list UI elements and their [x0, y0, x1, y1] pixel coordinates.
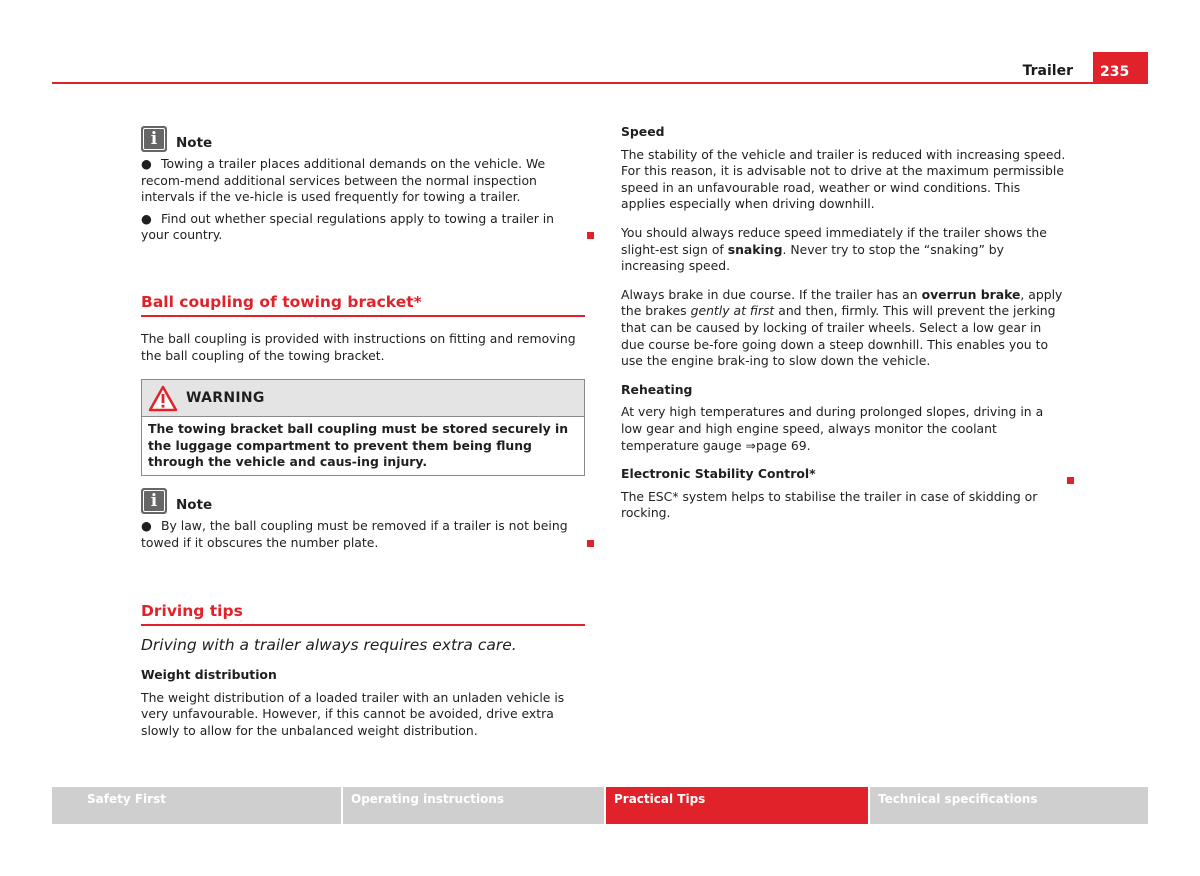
info-icon: i [141, 126, 167, 152]
warning-header [142, 380, 584, 417]
body-text: At very high temperatures and during prolonged slopes, driving in a low gear and high engine speed, always monitor the coolant temperature gauge ⇒page 69. [621, 404, 1044, 453]
chapter-title: Trailer [1022, 63, 1073, 79]
note-label: Note [176, 135, 213, 151]
body-text: The ball coupling is provided with instructions on fitting and removing the ball coupling of the towing bracket. [141, 331, 576, 363]
subheading: Weight distribution [141, 667, 277, 682]
note-label: Note [176, 497, 213, 513]
body-text: The weight distribution of a loaded trailer with an unladen vehicle is very unfavourable. However, if this cannot be avoided, drive extra slowly to allow for the unbalanced weight distribution. [141, 689, 565, 738]
section-ball-coupling [141, 292, 585, 364]
note-header [141, 486, 585, 514]
note-item: ● By law, the ball coupling must be removed if a trailer is not being towed if it obscures the number plate. [141, 518, 568, 550]
note-item: ● Find out whether special regulations apply to towing a trailer in your country. [141, 210, 555, 243]
warning-label: WARNING [186, 389, 265, 406]
footer-tab-practical-tips[interactable]: Practical Tips [606, 787, 868, 824]
warning-triangle-icon [148, 385, 178, 412]
section-end-icon [1067, 477, 1074, 484]
section-title: Ball coupling of towing bracket* [141, 292, 585, 317]
body-text: The ESC* system helps to stabilise the trailer in case of skidding or rocking. [621, 488, 1038, 521]
section-driving-tips [141, 601, 585, 739]
note-item: ● Towing a trailer places additional demands on the vehicle. We recom-mend additional services between the normal inspection intervals if the ve-hicle is used frequently for towing a trailer. [141, 156, 546, 205]
note-block-1 [141, 124, 585, 244]
note-header [141, 124, 585, 152]
lead-text: Driving with a trailer always requires extra care. [141, 636, 517, 654]
subheading: Reheating [621, 381, 693, 397]
warning-box [141, 379, 585, 476]
subheading: Speed [621, 124, 665, 139]
page-number: 235 [1093, 52, 1148, 84]
body-text: Always brake in due course. If the trailer has an overrun brake, apply the brakes gently at first and then, firmly. This will prevent the jerking that can be caused by locking of trailer wheels. Select a low gear in due course be-fore going down a steep downhill. This enables you to use the engine brak-ing to slow down the vehicle. [621, 286, 1063, 369]
footer-tab-safety-first[interactable]: Safety First [52, 787, 341, 824]
warning-text: The towing bracket ball coupling must be stored securely in the luggage compartment to prevent them being flung through the vehicle and caus-ing injury. [148, 421, 569, 470]
body-text: The stability of the vehicle and trailer is reduced with increasing speed. For this reason, it is advisable not to drive at the maximum permissible speed in an unfavourable road, weather or wind conditions. This applies especially when driving downhill. [621, 146, 1066, 212]
section-title: Driving tips [141, 601, 585, 626]
section-end-icon [587, 232, 594, 239]
subheading: Electronic Stability Control* [621, 466, 816, 482]
note-block-2 [141, 486, 585, 551]
header-rule [52, 82, 1148, 84]
body-text: You should always reduce speed immediately if the trailer shows the slight-est sign of snaking. Never try to stop the “snaking” by increasing speed. [621, 224, 1047, 274]
right-column [621, 124, 1066, 522]
footer-tab-technical-specifications[interactable]: Technical specifications [870, 787, 1148, 824]
footer-tab-operating-instructions[interactable]: Operating instructions [343, 787, 604, 824]
info-icon: i [141, 488, 167, 514]
section-end-icon [587, 540, 594, 547]
